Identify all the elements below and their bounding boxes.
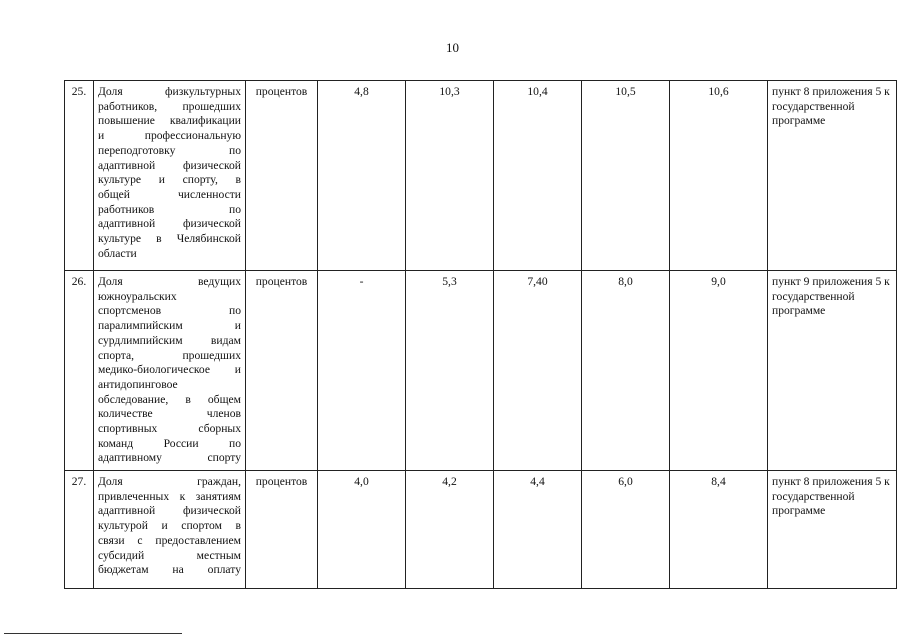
unit-cell: процентов — [246, 471, 318, 589]
value-cell: 9,0 — [670, 271, 768, 471]
value-cell: 10,6 — [670, 81, 768, 271]
indicator-name-line: адаптивной физической — [98, 504, 241, 518]
indicator-name-line: культурой и спортом в — [98, 519, 241, 533]
unit-cell: процентов — [246, 271, 318, 471]
value-cell: 10,3 — [406, 81, 494, 271]
footer-rule — [4, 633, 182, 634]
unit-cell: процентов — [246, 81, 318, 271]
indicator-name-line: и профессиональную — [98, 129, 241, 143]
indicator-name-line: повышение квалификации — [98, 114, 241, 128]
table-row — [65, 471, 897, 589]
indicator-name-line: связи с предоставлением — [98, 533, 241, 547]
value-cell: 4,8 — [318, 81, 406, 271]
indicator-name-line: спортсменов по — [98, 304, 241, 318]
value-cell: 10,4 — [494, 81, 582, 271]
indicator-name-line: Доля ведущих — [98, 275, 241, 288]
value-cell: 4,0 — [318, 471, 406, 589]
indicator-name-line: южноуральских — [98, 289, 177, 303]
indicator-name-line: Доля физкультурных — [98, 85, 241, 98]
indicator-name-line: работников, прошедших — [98, 99, 241, 113]
indicator-name-line: культуре в Челябинской — [98, 232, 241, 246]
row-number: 26. — [65, 271, 94, 471]
indicator-name — [94, 471, 246, 589]
indicator-name-line: переподготовку по — [98, 143, 241, 157]
row-number: 27. — [65, 471, 94, 589]
indicator-name-line: области — [98, 246, 137, 260]
indicator-name-line: спорта, прошедших — [98, 348, 241, 362]
indicator-name-line: адаптивному спорту — [98, 451, 241, 465]
indicator-name-line: количестве членов — [98, 407, 241, 421]
value-cell: 7,40 — [494, 271, 582, 471]
indicator-name-line: антидопинговое — [98, 377, 178, 391]
indicator-name-line: общей численности — [98, 187, 241, 201]
indicator-name-line: адаптивной физической — [98, 217, 241, 231]
source-cell: пункт 8 приложения 5 к государственной программе — [768, 471, 897, 589]
indicator-name-line: привлеченных к занятиям — [98, 489, 241, 503]
row-number: 25. — [65, 81, 94, 271]
table-row — [65, 81, 897, 271]
indicator-name-line: сурдлимпийским видам — [98, 333, 241, 347]
indicator-name-line: работников по — [98, 202, 241, 216]
indicator-name-line: бюджетам на оплату — [98, 563, 241, 577]
source-cell: пункт 9 приложения 5 к государственной программе — [768, 271, 897, 471]
indicator-name-line: субсидий местным — [98, 548, 241, 562]
indicator-name — [94, 271, 246, 471]
indicator-name-line: медико-биологическое и — [98, 363, 241, 377]
value-cell: 4,2 — [406, 471, 494, 589]
value-cell: - — [318, 271, 406, 471]
indicator-name — [94, 81, 246, 271]
source-cell: пункт 8 приложения 5 к государственной программе — [768, 81, 897, 271]
value-cell: 5,3 — [406, 271, 494, 471]
value-cell: 10,5 — [582, 81, 670, 271]
page-number: 10 — [446, 40, 459, 55]
indicator-name-line: адаптивной физической — [98, 158, 241, 172]
value-cell: 8,4 — [670, 471, 768, 589]
value-cell: 8,0 — [582, 271, 670, 471]
indicator-name-line: команд России по — [98, 436, 241, 450]
table-row — [65, 271, 897, 471]
value-cell: 6,0 — [582, 471, 670, 589]
indicator-name-line: спортивных сборных — [98, 422, 241, 436]
indicators-table — [64, 80, 897, 589]
indicator-name-line: Доля граждан, — [98, 475, 241, 488]
indicator-name-line: культуре и спорту, в — [98, 173, 241, 187]
indicator-name-line: паралимпийским и — [98, 319, 241, 333]
value-cell: 4,4 — [494, 471, 582, 589]
indicator-name-line: обследование, в общем — [98, 392, 241, 406]
